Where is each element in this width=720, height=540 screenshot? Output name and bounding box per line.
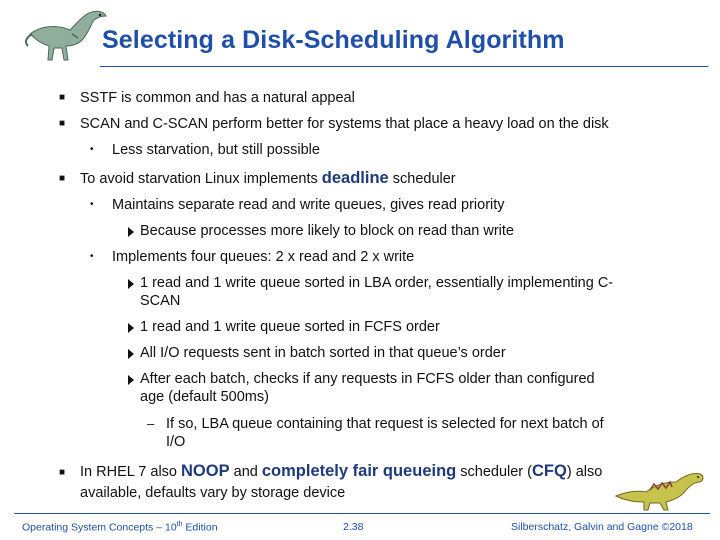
dot-bullet-icon: • [90, 199, 94, 210]
bullet-block-on-read: Because processes more likely to block on read than write [140, 223, 514, 239]
bullet-after-batch-line1: After each batch, checks if any requests in FCFS older than configured [140, 371, 595, 387]
bullet-deadline [80, 170, 456, 188]
noop-keyword: NOOP [181, 462, 230, 480]
dash-bullet-icon: – [147, 416, 155, 431]
bullet-lba-order-line2: SCAN [140, 293, 181, 309]
triangle-bullet-icon [128, 227, 134, 237]
square-bullet-icon: ■ [59, 173, 66, 184]
cfq-long-keyword: completely fair queueing [261, 462, 457, 480]
bullet-less-starvation: Less starvation, but still possible [112, 142, 320, 158]
bullet-rhel7-line2: available, defaults vary by storage device [80, 485, 346, 501]
bullet-four-queues: Implements four queues: 2 x read and 2 x write [112, 249, 415, 265]
square-bullet-icon: ■ [59, 118, 66, 129]
bullet-scan: SCAN and C-SCAN perform better for systems that place a heavy load on the disk [80, 116, 609, 132]
dot-bullet-icon: • [90, 144, 94, 155]
triangle-bullet-icon [128, 323, 134, 333]
footer-rule [14, 513, 710, 514]
square-bullet-icon: ■ [59, 92, 66, 103]
text-segment: scheduler [388, 171, 456, 187]
text-segment: In RHEL 7 also [80, 464, 182, 480]
triangle-bullet-icon [128, 375, 134, 385]
deadline-keyword: deadline [321, 169, 389, 187]
text-segment: Operating System Concepts – 10 [22, 521, 177, 534]
text-segment: and [229, 464, 262, 480]
square-bullet-icon: ■ [59, 467, 66, 478]
superscript: th [176, 521, 183, 528]
footer-authors: Silberschatz, Galvin and Gagne ©2018 [511, 521, 693, 533]
bullet-lba-selected-line2: I/O [166, 434, 186, 450]
bullet-separate-queues: Maintains separate read and write queues, gives read priority [112, 197, 505, 213]
text-segment: scheduler ( [456, 464, 532, 480]
dot-bullet-icon: • [90, 251, 94, 262]
bullet-lba-selected-line1: If so, LBA queue containing that request is selected for next batch of [166, 416, 604, 432]
bullet-fcfs-order: 1 read and 1 write queue sorted in FCFS order [140, 319, 440, 335]
triangle-bullet-icon [128, 349, 134, 359]
text-segment: To avoid starvation Linux implements [80, 171, 322, 187]
bullet-rhel7-line1 [80, 463, 602, 481]
cfq-keyword: CFQ [532, 462, 567, 480]
bullet-after-batch-line2: age (default 500ms) [140, 389, 269, 405]
text-segment: ) also [566, 464, 603, 480]
triangle-bullet-icon [128, 279, 134, 289]
footer-page-number: 2.38 [343, 521, 364, 533]
title-underline [100, 66, 708, 67]
bullet-batch-sorted: All I/O requests sent in batch sorted in that queue’s order [140, 345, 506, 361]
dinosaur-logo-icon [22, 4, 112, 66]
bullet-sstf: SSTF is common and has a natural appeal [80, 90, 355, 106]
dinosaur-illustration-icon [610, 462, 710, 512]
slide-title: Selecting a Disk-Scheduling Algorithm [102, 26, 565, 54]
text-segment: Edition [182, 521, 218, 534]
bullet-lba-order-line1: 1 read and 1 write queue sorted in LBA order, essentially implementing C- [140, 275, 614, 291]
footer-book-title [22, 521, 218, 534]
